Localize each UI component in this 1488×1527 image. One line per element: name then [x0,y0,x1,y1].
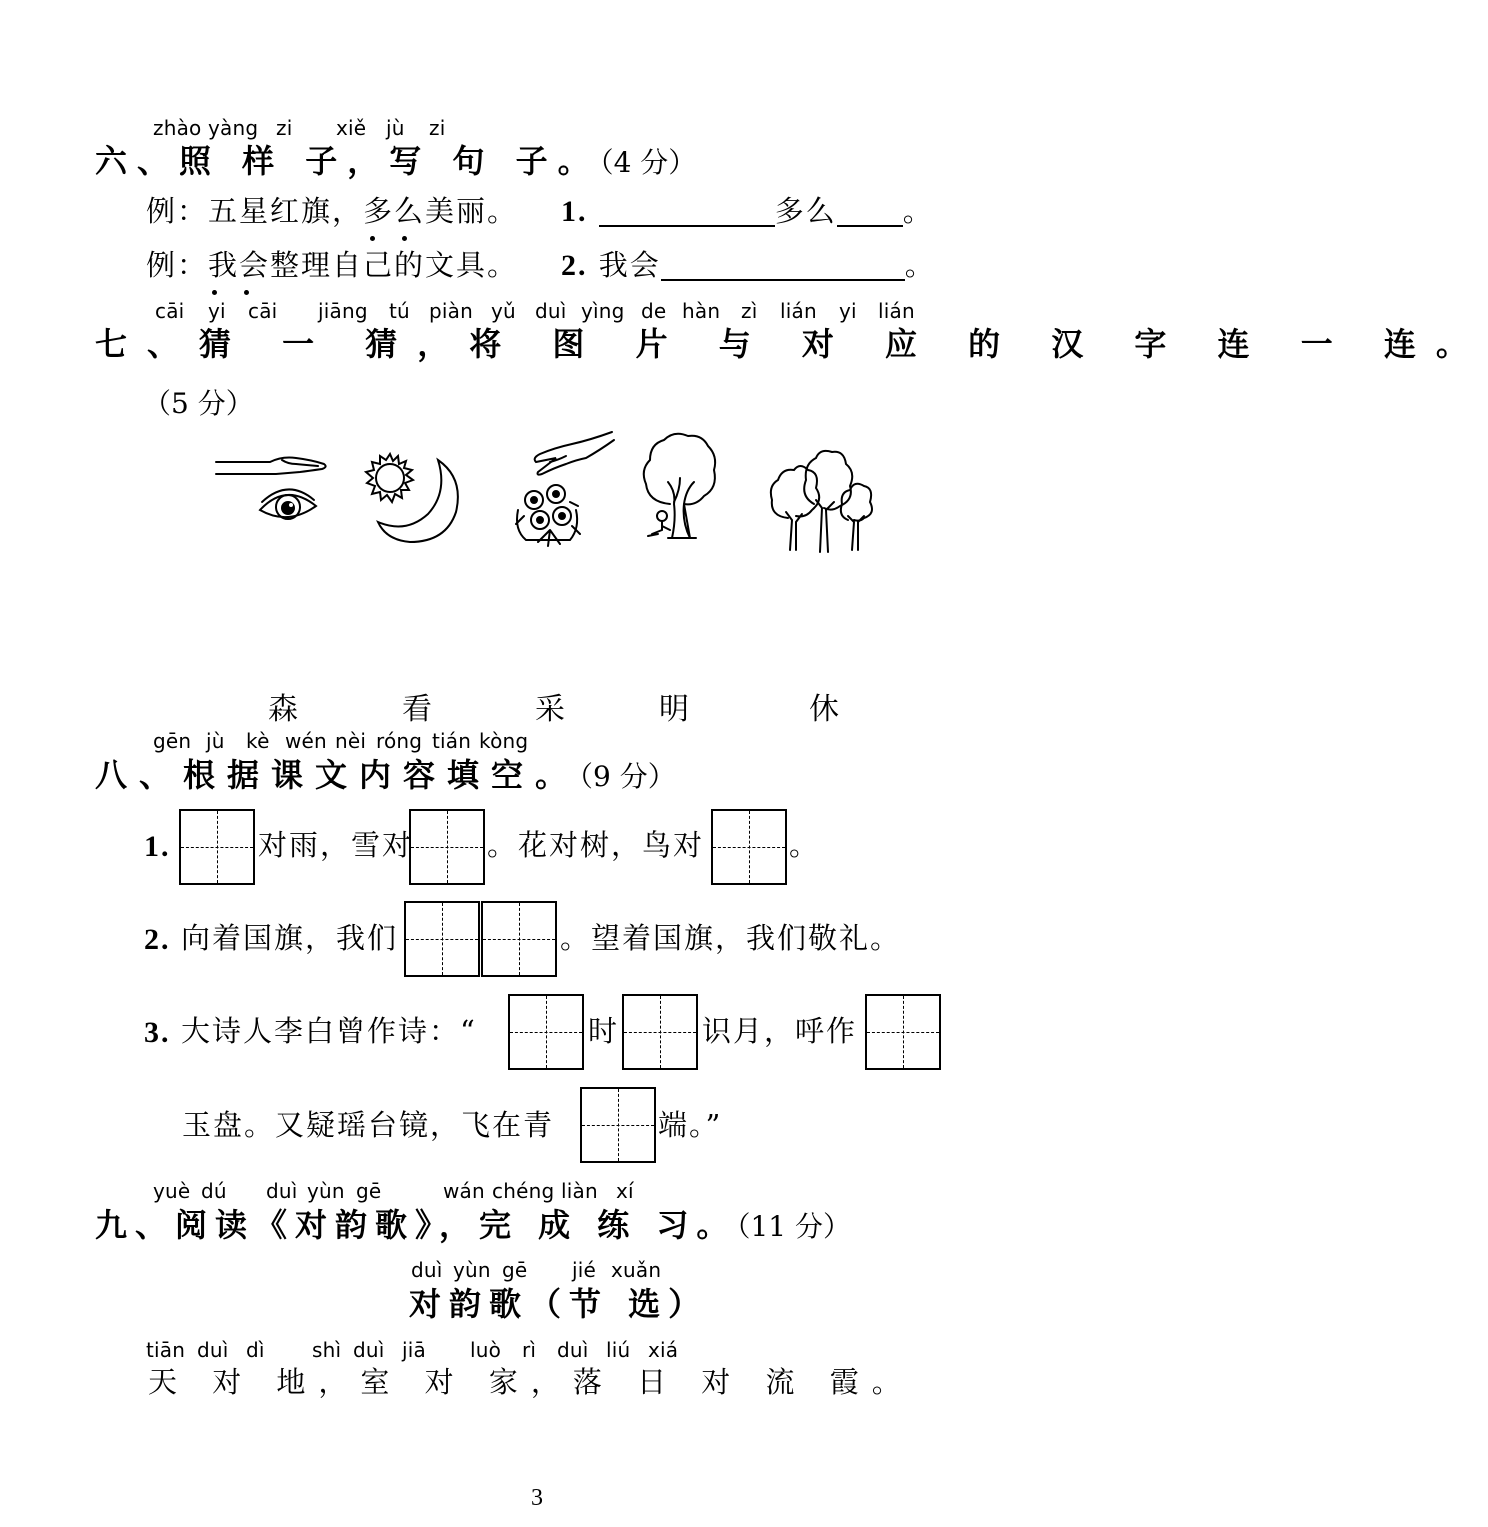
pinyin: tián [432,729,472,753]
pinyin: xiá [648,1338,679,1362]
pinyin: cāi [248,299,278,323]
pinyin: gē [502,1258,528,1282]
emphasis-dot [244,290,249,295]
answer-line-1: 1. 多么 。 [561,194,934,228]
tianzige-box[interactable] [404,901,480,977]
pinyin: yǔ [491,299,516,323]
pinyin: piàn [429,299,473,323]
pinyin: liàn [561,1179,598,1203]
character-choice[interactable]: 休 [809,692,839,727]
tianzige-box[interactable] [409,809,485,885]
pinyin: nèi [335,729,367,753]
pinyin: duì [557,1338,589,1362]
pinyin: jù [206,729,225,753]
character-choice[interactable]: 看 [402,692,432,727]
section-6-heading: 六、照 样 子，写 句 子。（4 分） [95,142,697,180]
pinyin: yàng [208,116,259,140]
section-7-heading: 七、猜 一 猜，将 图 片 与 对 应 的 汉 字 连 一 连。 [95,325,1488,363]
pinyin: duì [266,1179,298,1203]
question-text: 时 [588,1014,620,1048]
section-9-score: （11 分） [736,1210,851,1243]
emphasis-dot [402,236,407,241]
pinyin: kè [246,729,270,753]
tianzige-box[interactable] [622,994,698,1070]
example-sentence-1: 例：五星红旗，多么美丽。 [146,194,519,228]
answer-blank[interactable] [837,197,903,227]
example-sentence-2: 例：我会整理自己的文具。 [146,248,519,282]
example-line-1 [146,194,519,228]
pinyin: duì [535,299,567,323]
poem-line: 天 对 地，室 对 家，落 日 对 流 霞。 [148,1365,914,1399]
pinyin: yùn [307,1179,345,1203]
hand-over-eye-icon[interactable] [212,452,332,536]
question-text: 识月，呼作 [702,1014,858,1048]
tianzige-box[interactable] [179,809,255,885]
pinyin: yi [208,299,226,323]
answer-blank[interactable] [661,251,905,281]
pinyin: xiě [336,116,367,140]
question-text: 。 [789,828,821,862]
poem-title: 对韵歌（节 选） [409,1285,709,1323]
character-choice[interactable]: 森 [268,692,298,727]
pinyin: cāi [155,299,185,323]
sun-and-moon-icon[interactable] [358,448,466,548]
pinyin: zhào [153,116,202,140]
pinyin: yùn [453,1258,491,1282]
pinyin: wán [443,1179,485,1203]
question-number: 2. [144,923,171,956]
pinyin: lián [878,299,915,323]
pinyin: duì [411,1258,443,1282]
pinyin: yuè [153,1179,191,1203]
question-number: 3. [144,1016,171,1049]
tianzige-box[interactable] [508,994,584,1070]
pinyin: shì [312,1338,342,1362]
pinyin: hàn [682,299,721,323]
section-9-heading: 九、阅读《对韵歌》，完 成 练 习。（11 分） [95,1206,851,1244]
tianzige-box[interactable] [711,809,787,885]
tianzige-box[interactable] [865,994,941,1070]
character-choice[interactable]: 采 [535,692,565,727]
section-8-score: （9 分） [579,760,676,793]
pinyin: gē [356,1179,382,1203]
question-number: 1. [144,830,171,863]
pinyin: liú [606,1338,631,1362]
pinyin: jù [386,116,405,140]
pinyin: róng [376,729,423,753]
pinyin: gēn [153,729,192,753]
question-text: 大诗人李白曾作诗：“ [181,1014,477,1048]
pinyin: jiāng [318,299,368,323]
pinyin: lián [780,299,817,323]
pinyin: zi [429,116,446,140]
example-line-2 [146,248,519,282]
character-choice[interactable]: 明 [659,692,689,727]
pinyin: luò [470,1338,502,1362]
pinyin: yìng [581,299,625,323]
pinyin: tú [389,299,410,323]
section-8-heading: 八、根据课文内容填空。（9 分） [95,756,676,794]
pinyin: jiā [402,1338,426,1362]
pinyin: dú [201,1179,227,1203]
pinyin: zì [741,299,758,323]
pinyin: yi [839,299,857,323]
question-text: 端。” [658,1108,723,1142]
pinyin: xí [616,1179,634,1203]
pinyin: kòng [479,729,529,753]
pinyin: rì [522,1338,537,1362]
question-text: 玉盘。又疑瑶台镜，飞在青 [182,1108,555,1142]
section-7-score: （5 分） [143,387,254,420]
emphasis-dot [212,290,217,295]
question-text: 向着国旗，我们 [181,921,399,955]
pinyin: duì [197,1338,229,1362]
emphasis-dot [370,236,375,241]
hand-picking-flower-icon[interactable] [510,430,620,550]
tianzige-box[interactable] [580,1087,656,1163]
person-under-tree-icon[interactable] [640,430,720,542]
three-trees-icon[interactable] [766,444,876,554]
pinyin: de [641,299,667,323]
pinyin: xuǎn [611,1258,662,1282]
question-text: 对雨，雪对 [258,828,414,862]
pinyin: wén [285,729,327,753]
tianzige-box[interactable] [481,901,557,977]
pinyin: zi [276,116,293,140]
question-text: 。花对树，鸟对 [487,828,705,862]
pinyin: dì [246,1338,265,1362]
pinyin: tiān [146,1338,186,1362]
pinyin: duì [353,1338,385,1362]
pinyin: jié [572,1258,597,1282]
answer-blank[interactable] [599,197,775,227]
section-6-score: （4 分） [599,146,697,179]
pinyin: chéng [492,1179,555,1203]
page-number: 3 [531,1485,543,1511]
question-text: 。望着国旗，我们敬礼。 [560,921,902,955]
answer-line-2: 2. 我会 。 [561,248,936,282]
